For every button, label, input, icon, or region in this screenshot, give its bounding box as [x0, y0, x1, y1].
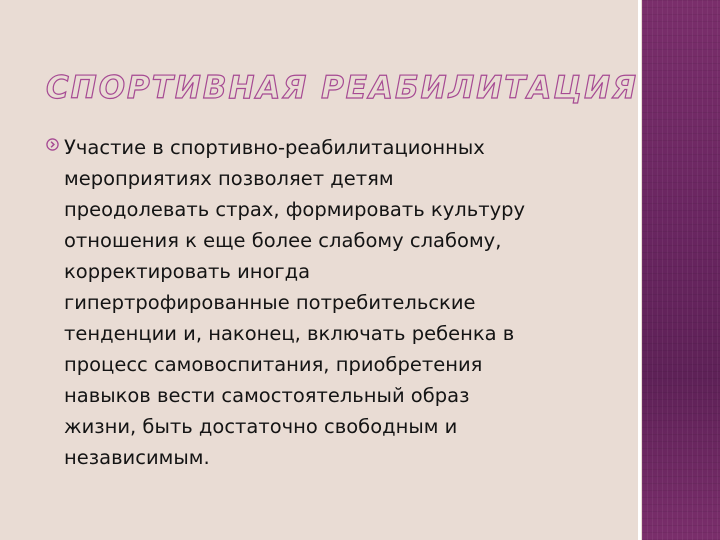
bullet-text: Участие в спортивно-реабилитационных мероприятиях позволяет детям преодолевать страх, формировать культуру отношения к еще более слабому слабому, корректировать иногда гипертрофированные потребительские тенденции и, наконец, включать ребенка в процесс самовоспитания, приобретения навыков вести самостоятельный образ жизни, быть достаточно свободным и независимым. — [64, 136, 526, 469]
decorative-side-band — [642, 0, 720, 540]
slide-title: СПОРТИВНАЯ РЕАБИЛИТАЦИЯ — [46, 70, 638, 106]
bullet-item — [46, 132, 616, 473]
side-divider — [638, 0, 641, 540]
slide-body — [46, 132, 616, 473]
circled-chevron-right-icon — [46, 138, 59, 151]
